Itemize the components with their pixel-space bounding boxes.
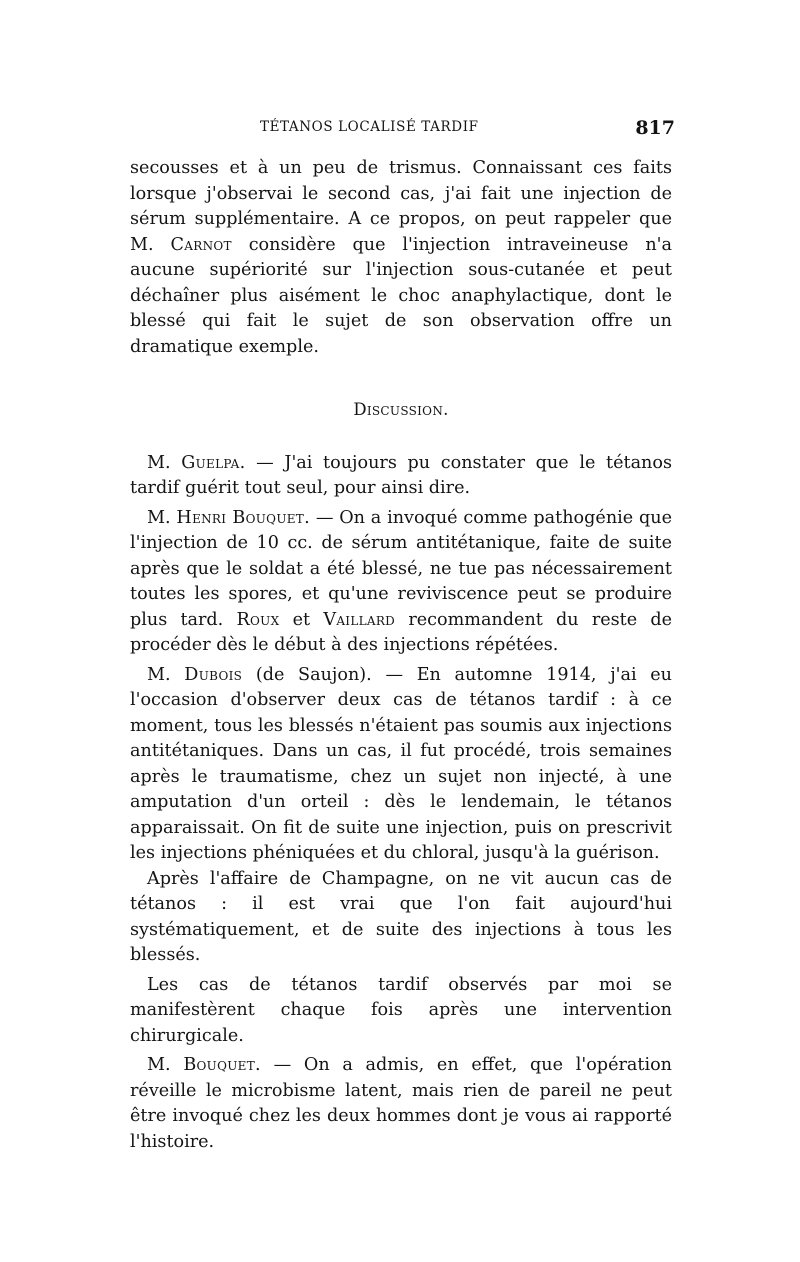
- speaker-name: Henri Bouquet.: [176, 507, 310, 528]
- person-name: Roux: [236, 609, 280, 630]
- title-prefix: M.: [147, 1055, 171, 1075]
- paragraph-text: recommandent du reste de procéder dès le début à des injections répétées.: [130, 609, 673, 655]
- title-prefix: M.: [147, 452, 171, 473]
- paragraph-text: (de Saujon). — En automne 1914, j'ai eu l'occasion d'observer deux cas de tétanos tardif : à ce moment, tous les blessés n'étaient pas soumis aux injections antitétaniques. Dans un cas, il fut procédé, trois semaines après le traumatisme, chez un sujet non injecté, à une amputation d'un orteil : dès le lendemain, le tétanos apparaissait. On fit de suite une injection, puis on prescrivit les injections phéniquées et du chloral, jusqu'à la guérison.: [130, 664, 673, 863]
- paragraph-intro: [130, 156, 672, 360]
- paragraph-text: et: [292, 609, 311, 630]
- person-name: Carnot: [170, 234, 232, 255]
- speaker-name: Bouquet.: [183, 1055, 261, 1075]
- speaker-name: Dubois: [184, 664, 243, 685]
- paragraph-text: — J'ai toujours pu constater que le tétanos tardif guérit tout seul, pour ainsi dire.: [130, 452, 673, 498]
- paragraph-text: considère que l'injection intraveineuse n'a aucune supériorité sur l'injection sous-cutanée et peut déchaîner plus aisément le choc anaphylactique, dont le blessé qui fait le sujet de son observation offre un dramatique exemple.: [130, 234, 673, 357]
- paragraph-henri-bouquet: [130, 506, 672, 659]
- paragraph-text: secousses et à un peu de trismus. Connaissant ces faits lorsque j'observai le second cas, j'ai fait une injection de sérum supplémentaire. A ce propos, on peut rappeler que M.: [130, 158, 672, 255]
- paragraph-cas-tetanos: [130, 973, 672, 1050]
- page-header: [130, 117, 675, 141]
- paragraph-guelpa: [130, 451, 672, 502]
- page-body: [130, 156, 672, 1155]
- paragraph-bouquet: [130, 1053, 672, 1155]
- speaker-name: Guelpa.: [181, 452, 246, 473]
- paragraph-text: Les cas de tétanos tardif observés par moi se manifestèrent chaque fois après une intervention chirurgicale.: [130, 974, 672, 1046]
- paragraph-text: Après l'affaire de Champagne, on ne vit aucun cas de tétanos : il est vrai que l'on fait aujourd'hui systématiquement, et de suite des injections à tous les blessés.: [130, 868, 672, 965]
- paragraph-dubois: [130, 663, 672, 867]
- section-heading-discussion: Discussion.: [353, 400, 449, 419]
- person-name: Vaillard: [323, 609, 396, 630]
- paragraph-text: — On a invoqué comme pathogénie que l'injection de 10 cc. de sérum antitétanique, faite de suite après que le soldat a été blessé, ne tue pas nécessairement toutes les spores, et qu'une reviviscence peut se produire plus tard.: [130, 507, 673, 630]
- paragraph-text: — On a admis, en effet, que l'opération réveille le microbisme latent, mais rien de pareil ne peut être invoqué chez les deux hommes dont je vous ai rapporté l'histoire.: [130, 1055, 673, 1152]
- page-number: 817: [635, 117, 675, 139]
- paragraph-champagne: [130, 867, 672, 969]
- title-prefix: M.: [147, 664, 171, 685]
- title-prefix: M.: [147, 507, 171, 528]
- running-title: TÉTANOS LOCALISÉ TARDIF: [260, 119, 479, 135]
